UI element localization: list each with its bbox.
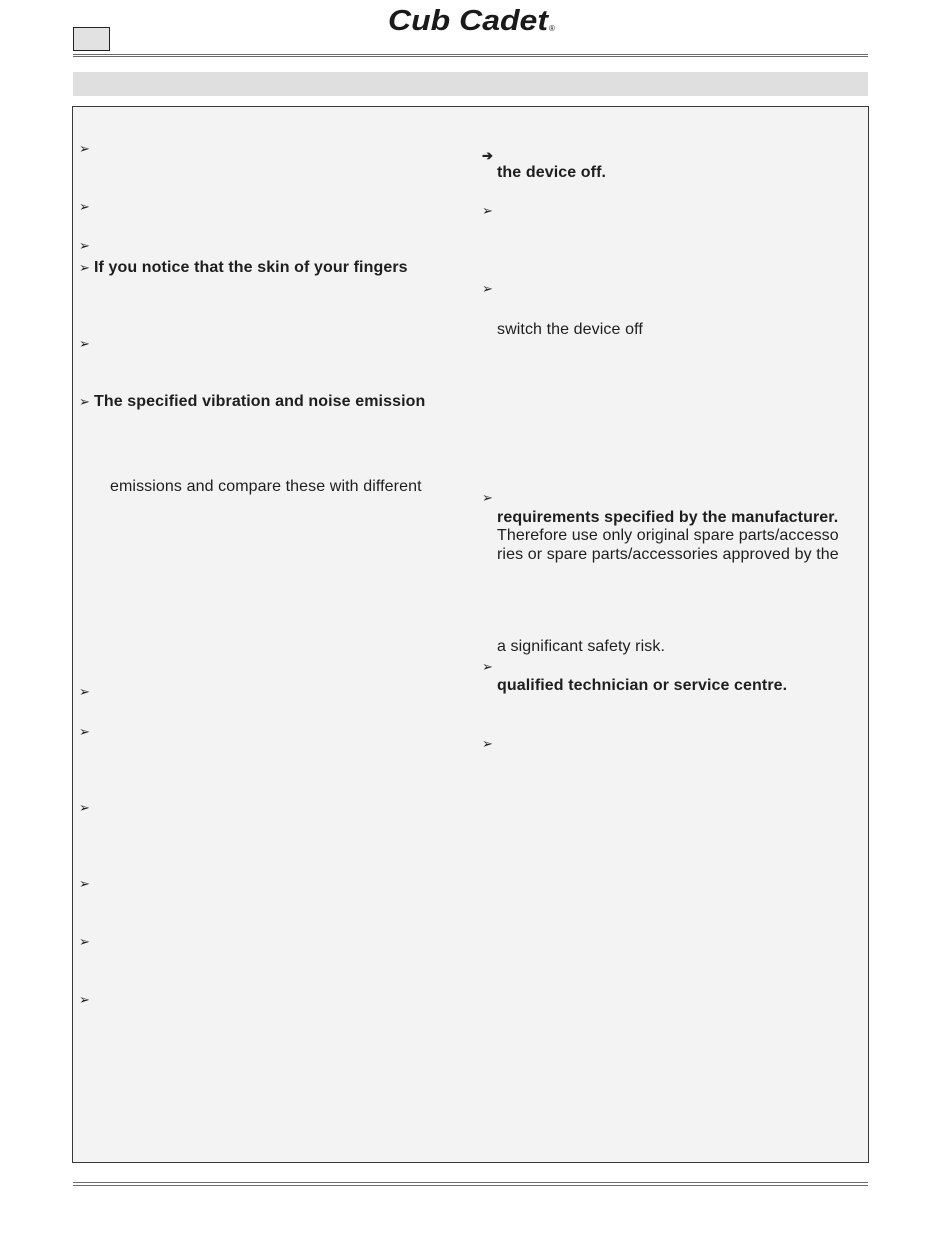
bullet-marker: ➢ — [79, 260, 90, 275]
requirements-text: requirements specified by the manufacturer. — [497, 509, 839, 526]
switch-off-text: switch the device off — [497, 321, 643, 338]
device-off-text: the device off. — [497, 164, 607, 181]
bullet-marker: ➢ — [79, 141, 90, 156]
bullet-marker: ➢ — [79, 336, 90, 351]
fingers-warning-text: If you notice that the skin of your fingers — [94, 259, 408, 276]
bullet-marker: ➢ — [79, 934, 90, 949]
safety-risk-text: a significant safety risk. — [497, 638, 665, 655]
header-rule — [73, 54, 868, 55]
bullet-marker: ➢ — [79, 394, 90, 409]
bullet-marker: ➢ — [79, 684, 90, 699]
technician-text: qualified technician or service centre. — [497, 677, 788, 694]
footer-rule — [73, 1182, 868, 1183]
bullet-marker: ➢ — [482, 736, 493, 751]
vibration-spec-text: The specified vibration and noise emission — [94, 393, 426, 410]
spare-parts-line-1: Therefore use only original spare parts/accesso — [497, 527, 839, 544]
svg-text:Cub Cadet: Cub Cadet — [388, 5, 550, 37]
page-number-box — [73, 27, 110, 51]
arrow-marker: ➔ — [482, 148, 493, 163]
bullet-marker: ➢ — [79, 199, 90, 214]
bullet-marker: ➢ — [482, 203, 493, 218]
bullet-marker: ➢ — [79, 992, 90, 1007]
bullet-marker: ➢ — [79, 724, 90, 739]
bullet-marker: ➢ — [79, 800, 90, 815]
section-title-band — [73, 72, 868, 96]
bullet-marker: ➢ — [79, 238, 90, 253]
cub-cadet-logo — [386, 2, 558, 38]
footer-rule-secondary — [73, 1185, 868, 1186]
bullet-marker: ➢ — [482, 659, 493, 674]
emissions-compare-text: emissions and compare these with different — [110, 478, 422, 495]
bullet-marker: ➢ — [482, 281, 493, 296]
header-rule-secondary — [73, 56, 868, 57]
spare-parts-line-2: ries or spare parts/accessories approved by the — [497, 546, 839, 563]
bullet-marker: ➢ — [79, 876, 90, 891]
svg-text:®: ® — [549, 24, 555, 33]
bullet-marker: ➢ — [482, 490, 493, 505]
